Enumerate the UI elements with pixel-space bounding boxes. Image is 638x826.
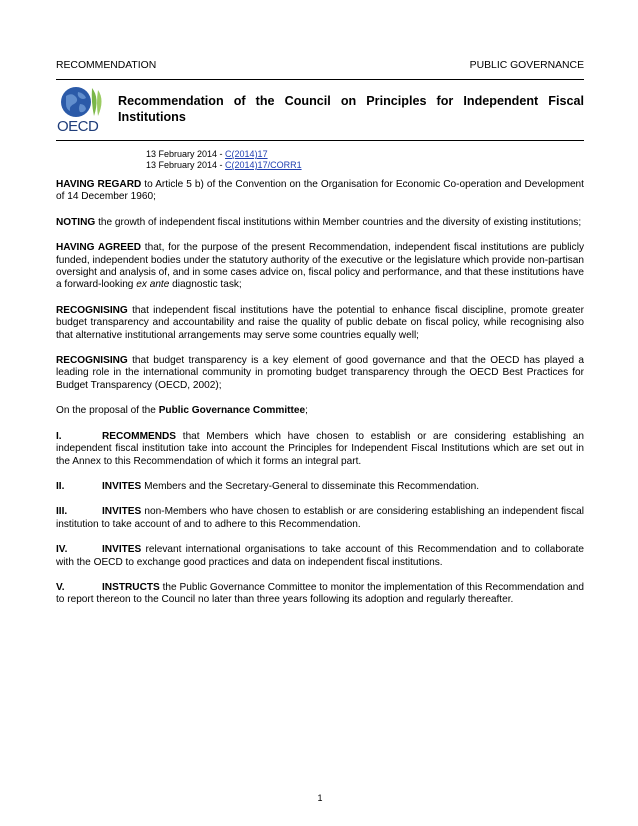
clause-text: the Public Governance Committee to monitor the implementation of this Recommendation and to report thereon to the Council no later than three years following its adoption and regularly thereafter. [56, 581, 584, 606]
header-topic-label: PUBLIC GOVERNANCE [469, 60, 584, 71]
recommendation-body [56, 179, 584, 620]
preamble-text: the growth of independent fiscal institutions within Member countries and the diversity of existing institutions; [95, 216, 582, 228]
preamble-recognising [56, 355, 584, 392]
clause-text: Members and the Secretary-General to disseminate this Recommendation. [141, 480, 480, 492]
preamble-noting [56, 217, 584, 229]
oecd-globe-logo-icon [56, 84, 106, 134]
clause-lead: INVITES [102, 544, 142, 556]
date-text: 13 February 2014 - [146, 160, 226, 170]
clause-number: IV. [56, 544, 68, 556]
operative-clause-i [56, 431, 584, 468]
clause-number: III. [56, 506, 68, 518]
preamble-lead: RECOGNISING [56, 304, 128, 316]
preamble-lead: HAVING REGARD [56, 179, 142, 190]
clause-lead: INSTRUCTS [102, 581, 160, 593]
clause-number: V. [56, 581, 65, 593]
page-number: 1 [317, 793, 323, 803]
header-rule [56, 79, 584, 80]
committee-name: Public Governance Committee [158, 405, 306, 417]
operative-clause-ii [56, 481, 584, 493]
document-reference-link[interactable]: C(2014)17/CORR1 [225, 160, 302, 170]
document-reference-link[interactable]: C(2014)17 [225, 149, 268, 159]
clause-number: II. [56, 480, 65, 492]
operative-clause-iv [56, 544, 584, 569]
title-line-2: Institutions [118, 110, 186, 124]
preamble-text: that, for the purpose of the present Recommendation, independent fiscal institutions are publicly funded, independent bodies under the statutory authority of the executive or the legislature which provide non-partisan oversight and analysis of, and in some cases advice on, fiscal policy and performance, and that these institutions have a forward-looking [56, 242, 584, 291]
preamble-lead: HAVING AGREED [56, 242, 142, 254]
title-line-1: Recommendation of the Council on Principles for Independent Fiscal [118, 94, 584, 108]
preamble-lead: RECOGNISING [56, 355, 128, 367]
preamble-recognising [56, 305, 584, 342]
preamble-text: diagnostic task; [169, 279, 242, 291]
document-page [56, 0, 584, 826]
preamble-having-agreed [56, 242, 584, 292]
preamble-text: that independent fiscal institutions have the potential to enhance fiscal discipline, promote greater budget transparency and accountability and raise the quality of public debate on fiscal policy, while recognising also that alternative institutional arrangements may serve some countries equally well; [56, 304, 584, 341]
header-section-label: RECOMMENDATION [56, 60, 157, 71]
preamble-text: ; [305, 405, 308, 417]
page-title [118, 93, 584, 125]
operative-clause-iii [56, 506, 584, 531]
date-text: 13 February 2014 - [146, 149, 226, 159]
clause-number: I. [56, 430, 62, 442]
operative-clause-v [56, 582, 584, 607]
preamble-lead: NOTING [56, 216, 96, 228]
title-rule [56, 140, 584, 141]
clause-text: non-Members who have chosen to establish or are considering establishing an independent fiscal institution to take account of and to adhere to this Recommendation. [56, 506, 584, 530]
clause-lead: INVITES [102, 480, 142, 492]
clause-lead: INVITES [102, 506, 142, 518]
clause-text: that Members which have chosen to establish or are considering establishing an independent fiscal institution take into account the Principles for Independent Fiscal Institutions which are set out in the Annex to this Recommendation of which it forms an integral part. [56, 430, 584, 467]
preamble-proposal [56, 405, 584, 417]
preamble-text: to Article 5 b) of the Convention on the Organisation for Economic Co-operation and Development of 14 December 1960; [56, 179, 584, 203]
logo-wordmark: OECD [57, 118, 99, 134]
date-line [146, 160, 302, 171]
preamble-having-regard [56, 179, 584, 204]
italic-term: ex ante [136, 279, 170, 291]
preamble-text: On the proposal of the [56, 405, 159, 417]
clause-text: relevant international organisations to take account of this Recommendation and to collaborate with the OECD to exchange good practices and data on independent fiscal institutions. [56, 544, 584, 568]
document-dates [146, 149, 302, 171]
date-line [146, 149, 302, 160]
preamble-text: that budget transparency is a key element of good governance and that the OECD has played a leading role in the international community in promoting budget transparency through the OECD Best Practices for Budget Transparency (OECD, 2002); [56, 355, 584, 391]
running-header [56, 59, 584, 73]
clause-lead: RECOMMENDS [102, 430, 177, 442]
